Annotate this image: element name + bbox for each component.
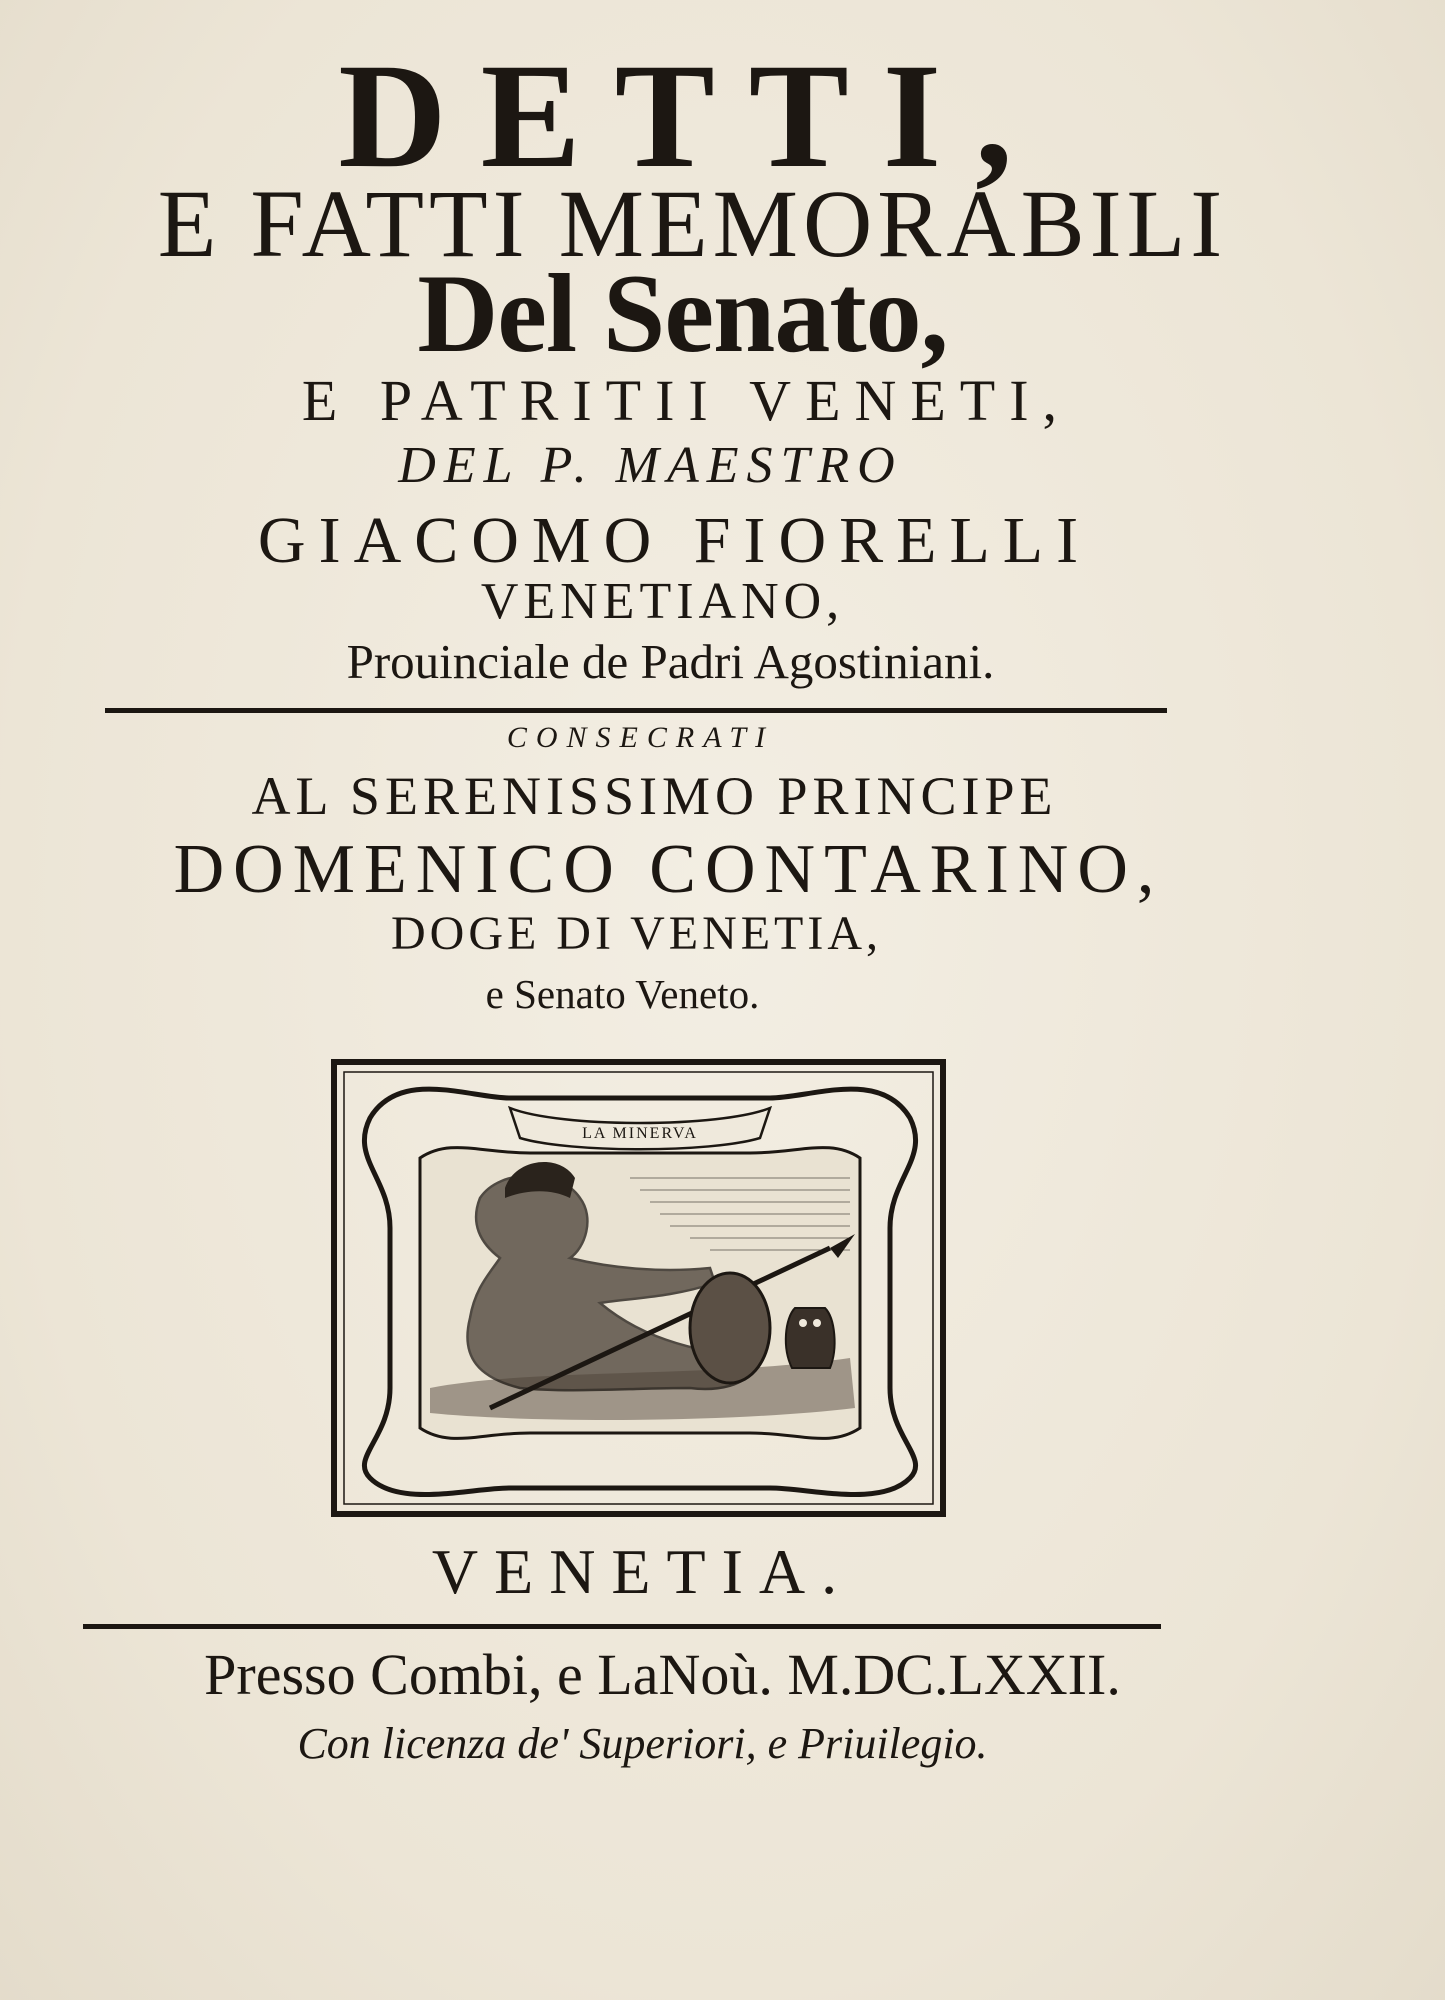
- divider-rule-top: [105, 708, 1167, 713]
- minerva-woodcut: [330, 1058, 947, 1518]
- title-line-fatti: E FATTI MEMORABILI: [157, 170, 1228, 277]
- author-origin: VENETIANO,: [480, 573, 845, 630]
- dedication-heading: CONSECRATI: [506, 721, 775, 754]
- divider-rule-bottom: [83, 1624, 1161, 1629]
- dedication-line-principe: AL SERENISSIMO PRINCIPE: [251, 766, 1058, 826]
- imprint-license: Con licenza de' Superiori, e Priuilegio.: [297, 1719, 988, 1768]
- imprint-city: VENETIA.: [431, 1536, 854, 1607]
- dedication-line-contarino: DOMENICO CONTARINO,: [173, 831, 1164, 908]
- author-office: Prouinciale de Padri Agostiniani.: [346, 634, 995, 689]
- title-line-senato: Del Senato,: [417, 252, 948, 376]
- dedication-line-senato: e Senato Veneto.: [485, 971, 760, 1017]
- imprint-printer-date: Presso Combi, e LaNoù. M.DC.LXXII.: [204, 1642, 1121, 1707]
- title-line-patritii: E PATRITII VENETI,: [301, 368, 1072, 433]
- title-line-detti: DETTI,: [338, 33, 1047, 199]
- author-prefix: DEL P. MAESTRO: [398, 437, 903, 494]
- woodcut-banner-label: LA MINERVA: [582, 1125, 698, 1142]
- author-name: GIACOMO FIORELLI: [257, 504, 1092, 577]
- dedication-line-doge: DOGE DI VENETIA,: [390, 907, 883, 960]
